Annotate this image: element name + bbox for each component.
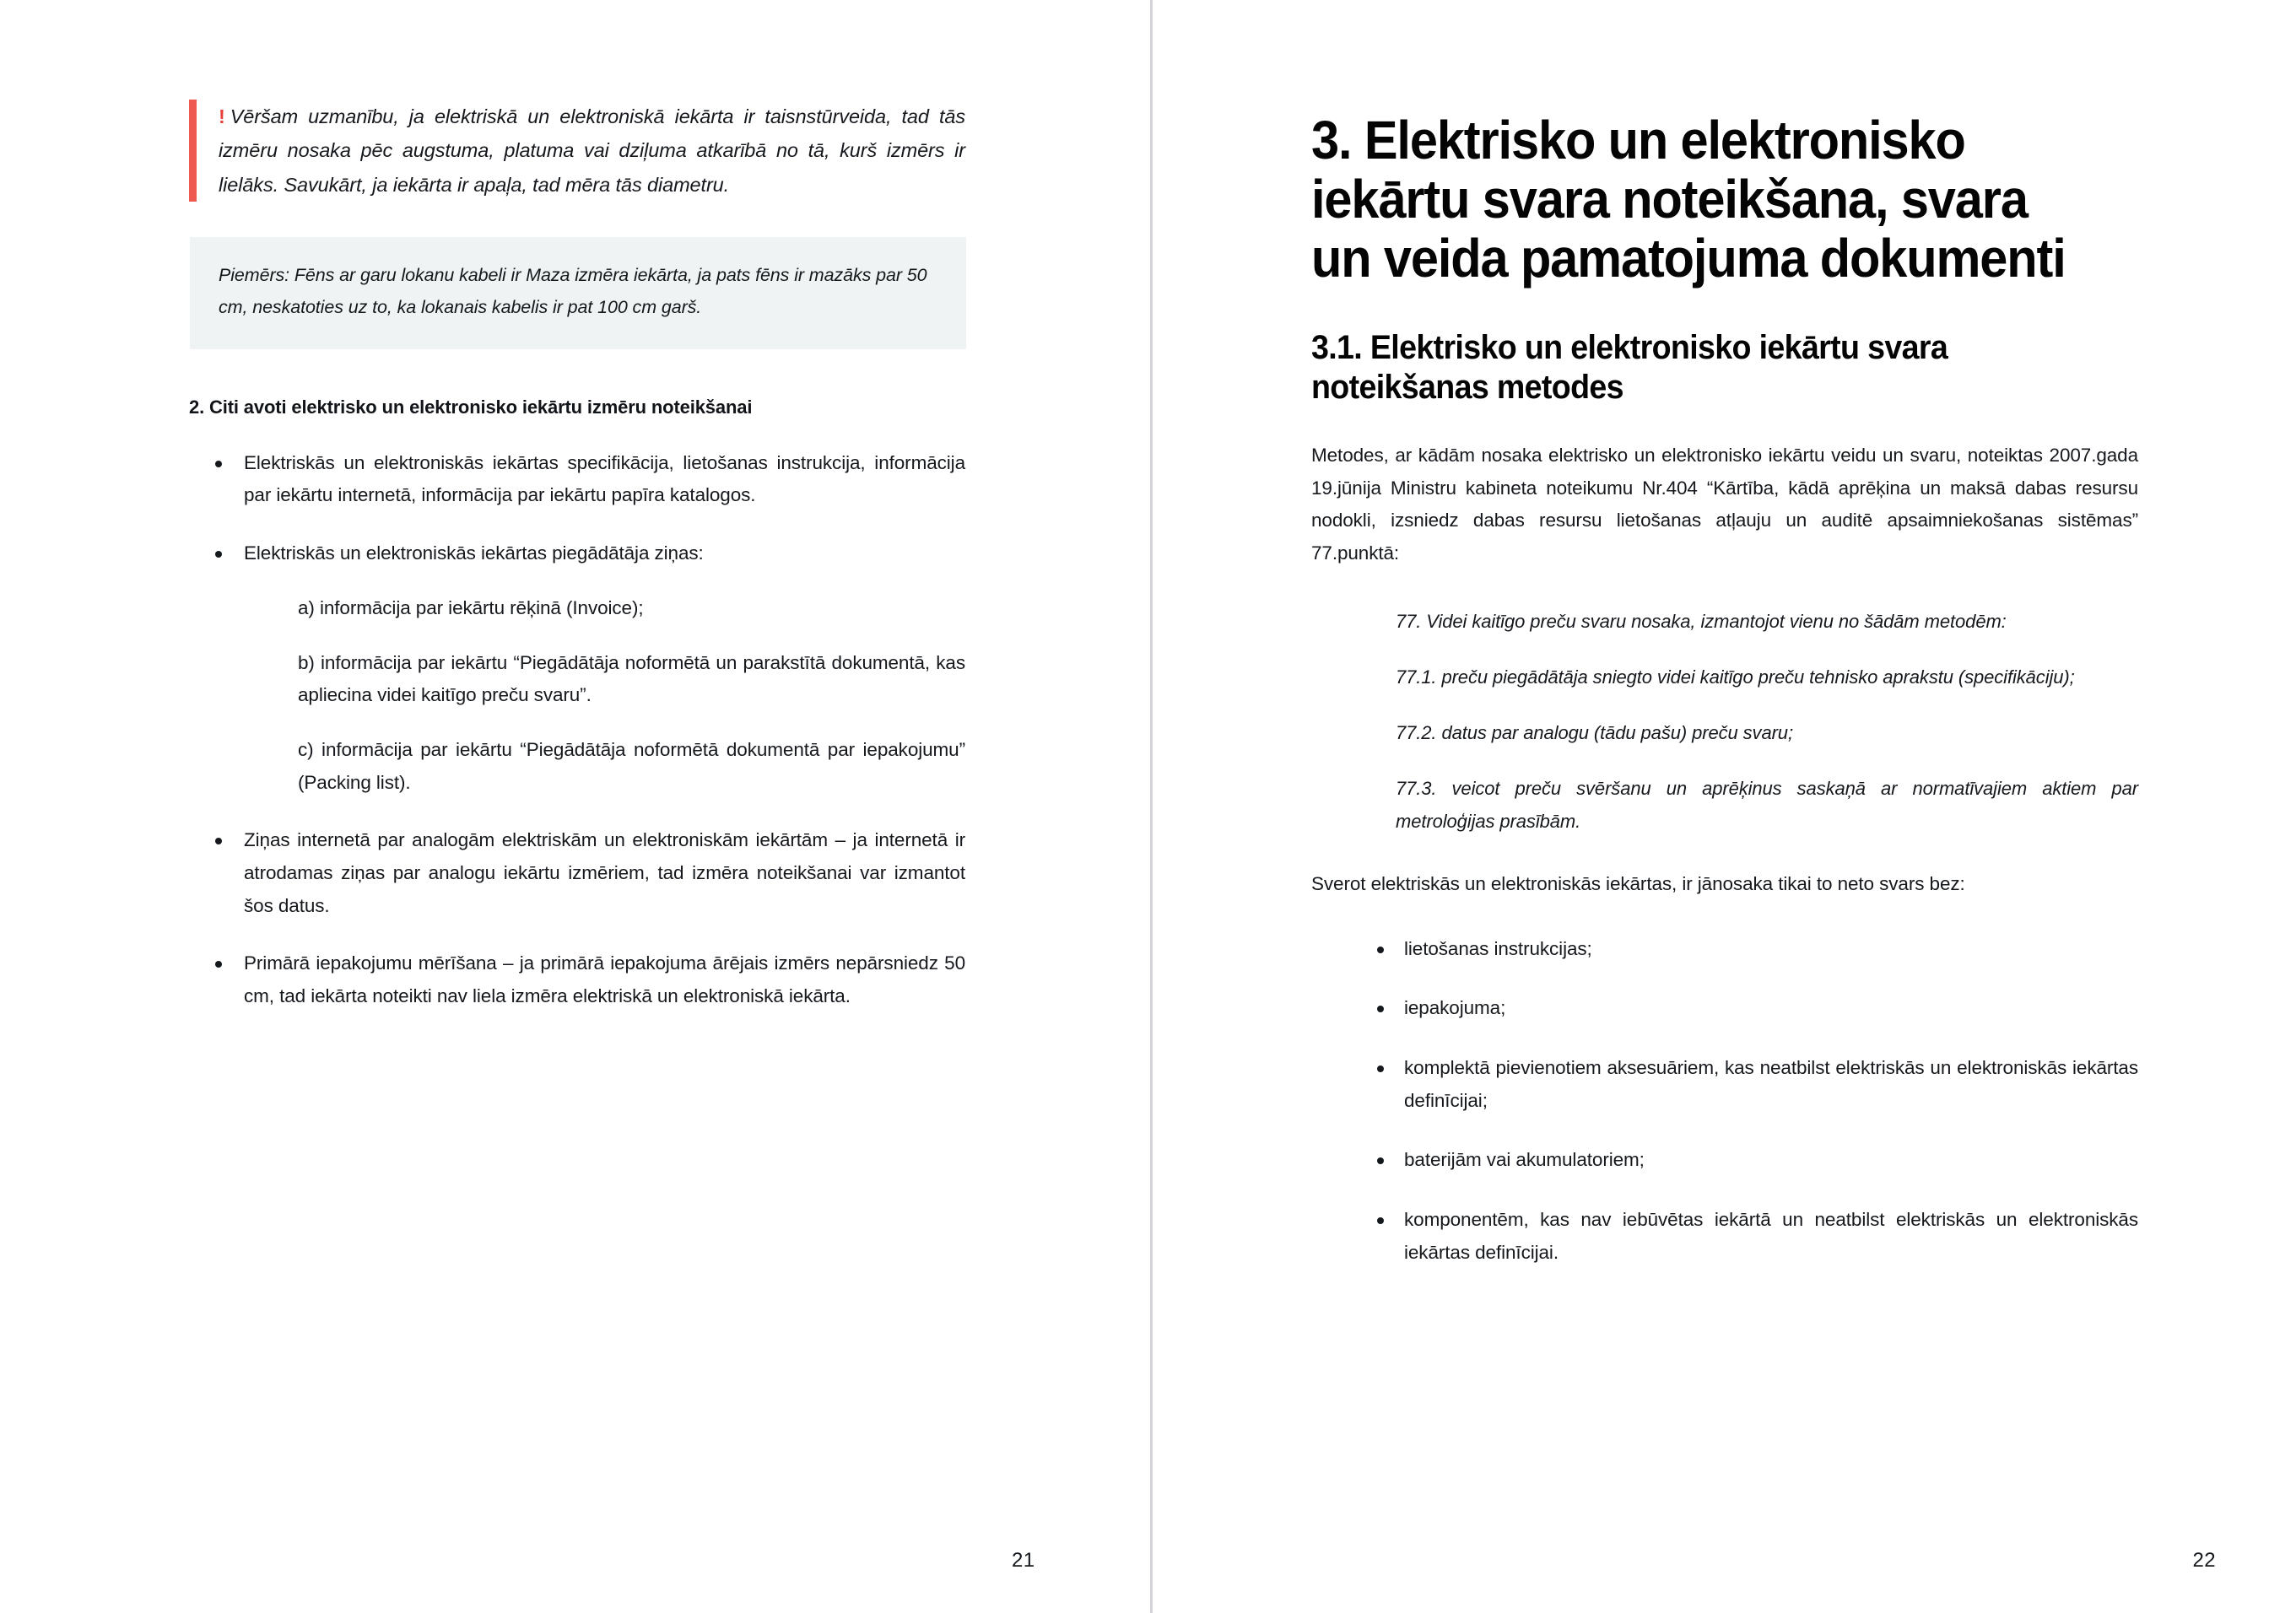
list-item [189, 537, 965, 799]
page-number-right: 22 [2192, 1549, 2216, 1572]
intro-paragraph: Metodes, ar kādām nosaka elektrisko un elektronisko iekārtu veidu un svaru, noteiktas 2007.gada 19.jūnija Ministru kabineta noteikumu Nr.404 “Kārtība, kādā aprēķina un maksā dabas resursu nodokli, izsniedz dabas resursu lietošanas atļauju un auditē apsaimniekošanas sistēmas” 77.punktā: [1311, 444, 2138, 564]
list-item-text: Primārā iepakojumu mērīšana – ja primārā iepakojuma ārējais izmērs nepārsniedz 50 cm, tad iekārta noteikti nav liela izmēra elektriskā un elektroniskā iekārta. [244, 952, 965, 1006]
quote-paragraph: 77.1. preču piegādātāja sniegto videi kaitīgo preču tehnisko aprakstu (specifikāciju); [1396, 666, 2075, 688]
left-bullet-list [189, 447, 965, 1013]
list-item [189, 824, 965, 922]
list-item: komplektā pievienotiem aksesuāriem, kas neatbilst elektriskās un elektroniskās iekārtas definīcijai; [1311, 1052, 2138, 1117]
lead-in-paragraph: Sverot elektriskās un elektroniskās iekārtas, ir jānosaka tikai to neto svars bez: [1311, 872, 1965, 894]
list-item [189, 947, 965, 1012]
page-title: 3. Elektrisko un elektronisko iekārtu svara noteikšana, svara un veida pamatojuma dokumenti [1311, 110, 2066, 289]
warning-callout [189, 100, 965, 202]
section-heading: 2. Citi avoti elektrisko un elektronisko iekārtu izmēru noteikšanai [189, 396, 753, 418]
list-item-text: Elektriskās un elektroniskās iekārtas specifikācija, lietošanas instrukcija, informācija par iekārtu internetā, informācija par iekārtu papīra katalogos. [244, 451, 965, 506]
list-item-text: Ziņas internetā par analogām elektriskām un elektroniskām iekārtām – ja internetā ir atrodamas ziņas par analogu iekārtu izmēriem, tad izmēra noteikšanai var izmantot šos datus. [244, 829, 965, 916]
sub-item-group [244, 592, 965, 799]
list-item: iepakojuma; [1311, 992, 2138, 1025]
page-number-left: 21 [1012, 1549, 1035, 1572]
sub-item: b) informācija par iekārtu “Piegādātāja noformētā un parakstītā dokumentā, kas apliecina videi kaitīgo preču svaru”. [298, 651, 965, 706]
sub-item: a) informācija par iekārtu rēķinā (Invoice); [298, 596, 644, 618]
quote-paragraph: 77.2. datus par analogu (tādu pašu) preču svaru; [1396, 722, 1793, 744]
quote-paragraph: 77. Videi kaitīgo preču svaru nosaka, izmantojot vienu no šādām metodēm: [1396, 610, 2007, 632]
quote-paragraph: 77.3. veicot preču svēršanu un aprēķinus saskaņā ar normatīvajiem aktiem par metroloģijas prasībām. [1396, 778, 2138, 832]
list-item: baterijām vai akumulatoriem; [1311, 1144, 2138, 1177]
exclamation-icon: ! [219, 105, 225, 127]
callout-text [219, 100, 965, 202]
regulation-quote-block [1311, 570, 2138, 838]
page-right [1151, 0, 2296, 1613]
list-item-text: Elektriskās un elektroniskās iekārtas piegādātāja ziņas: [244, 542, 704, 564]
right-bullet-list [1311, 933, 2138, 1270]
example-text: Piemērs: Fēns ar garu lokanu kabeli ir Maza izmēra iekārta, ja pats fēns ir mazāks par 50 cm, neskatoties uz to, ka lokanais kabelis ir pat 100 cm garš. [219, 265, 927, 318]
list-item: lietošanas instrukcijas; [1311, 933, 2138, 966]
sub-item: c) informācija par iekārtu “Piegādātāja noformētā dokumentā par iepakojumu” (Packing list). [298, 738, 965, 793]
left-page-content [189, 0, 965, 1013]
callout-body: Vēršam uzmanību, ja elektriskā un elektroniskā iekārta ir taisnstūrveida, tad tās izmēru nosaka pēc augstuma, platuma vai dziļuma atkarībā no tā, kurš izmērs ir lielāks. Savukārt, ja iekārta ir apaļa, tad mēra tās diametru. [219, 105, 965, 196]
section-subtitle: 3.1. Elektrisko un elektronisko iekārtu svara noteikšanas metodes [1311, 329, 1948, 407]
callout-accent-bar [189, 100, 197, 202]
list-item [189, 447, 965, 512]
example-box [190, 237, 966, 349]
right-page-content [1311, 0, 2138, 1269]
list-item: komponentēm, kas nav iebūvētas iekārtā un neatbilst elektriskās un elektroniskās iekārtas definīcijai. [1311, 1204, 2138, 1269]
